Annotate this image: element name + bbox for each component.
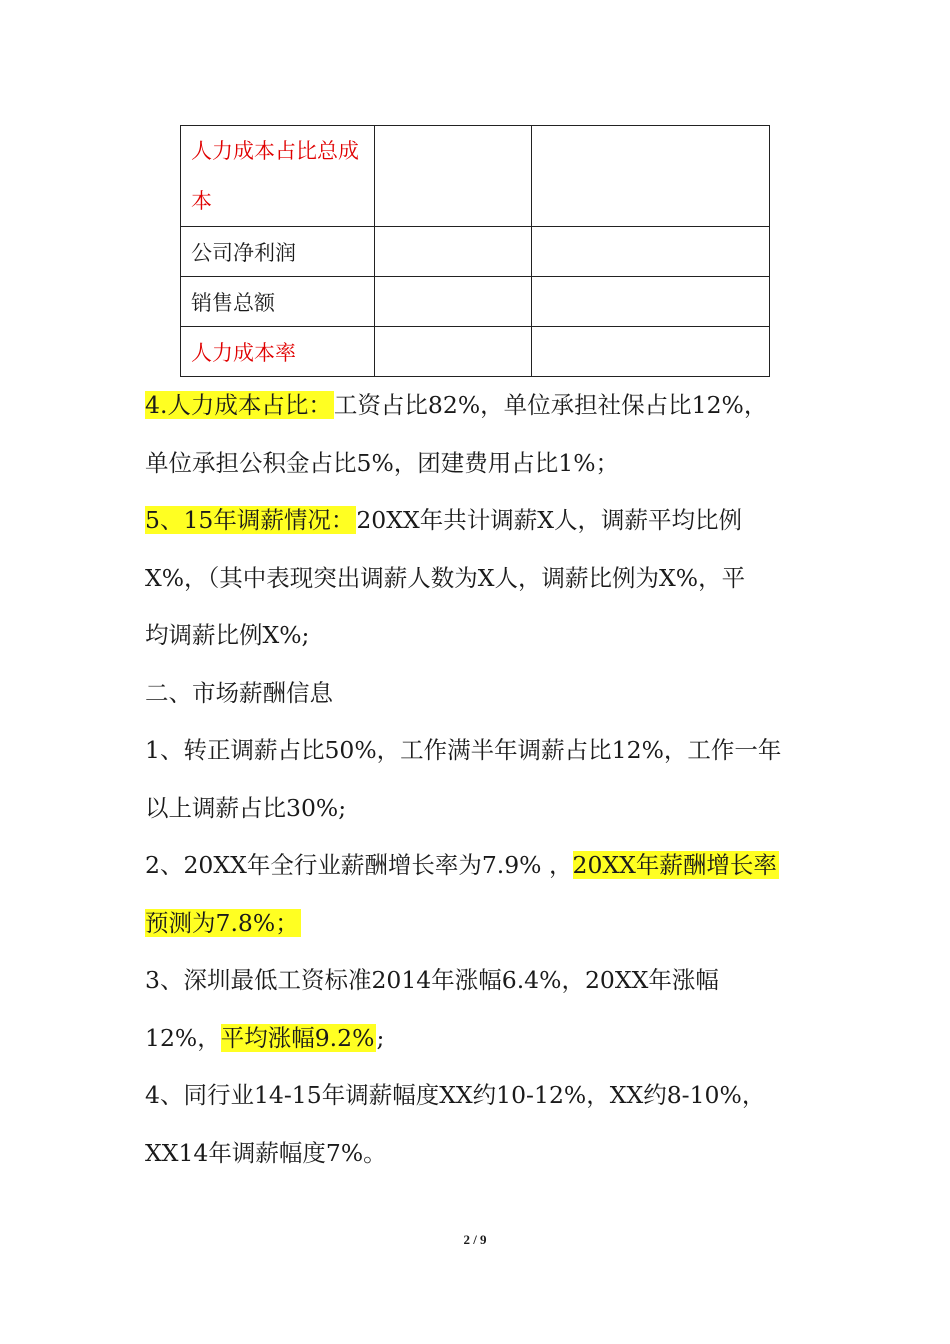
table-row bbox=[181, 327, 770, 377]
paragraph: 2、20XX年全行业薪酬增长率为7.9% ，20XX年薪酬增长率 bbox=[145, 851, 777, 879]
paragraph: 均调薪比例X%; bbox=[145, 621, 310, 649]
row-label-hr-cost-rate: 人力成本率 bbox=[181, 327, 375, 377]
row-label-net-profit: 公司净利润 bbox=[181, 227, 375, 277]
table-row bbox=[181, 277, 770, 327]
section-title: 二、市场薪酬信息 bbox=[145, 678, 333, 707]
paragraph: 3、深圳最低工资标准2014年涨幅6.4%，20XX年涨幅 bbox=[145, 966, 719, 994]
paragraph: 4.人力成本占比：工资占比82%，单位承担社保占比12%， bbox=[145, 391, 768, 419]
paragraph: 以上调薪占比30%; bbox=[145, 793, 347, 822]
table-cell bbox=[532, 126, 770, 227]
highlight: 4.人力成本占比： bbox=[145, 391, 332, 419]
highlight: 5、15年调薪情况： bbox=[145, 506, 355, 534]
paragraph: 单位承担公积金占比5%，团建费用占比1%； bbox=[145, 448, 620, 477]
paragraph: 12%，平均涨幅9.2%; bbox=[145, 1023, 385, 1052]
document-body bbox=[145, 377, 825, 1182]
table-cell bbox=[374, 327, 532, 377]
paragraph: XX14年调薪幅度7%。 bbox=[145, 1138, 387, 1167]
table-cell bbox=[532, 227, 770, 277]
table-cell bbox=[374, 277, 532, 327]
page-number: 2 / 9 bbox=[463, 1232, 487, 1247]
paragraph bbox=[145, 895, 825, 953]
table-cell bbox=[532, 327, 770, 377]
paragraph: 1、转正调薪占比50%，工作满半年调薪占比12%，工作一年 bbox=[145, 736, 782, 764]
highlight: 平均涨幅9.2% bbox=[220, 1023, 375, 1052]
table-cell bbox=[532, 277, 770, 327]
table-row bbox=[181, 126, 770, 227]
paragraph: 4、同行业14-15年调薪幅度XX约10-12%，XX约8-10%， bbox=[145, 1081, 766, 1109]
paragraph: 5、15年调薪情况：20XX年共计调薪X人，调薪平均比例 bbox=[145, 506, 742, 534]
highlight: 20XX年薪酬增长率 bbox=[572, 851, 777, 879]
row-label-total-sales: 销售总额 bbox=[181, 277, 375, 327]
row-label-hr-cost-ratio: 人力成本占比总成本 bbox=[181, 126, 375, 227]
table-cell bbox=[374, 227, 532, 277]
paragraph: X%，（其中表现突出调薪人数为X人，调薪比例为X%，平 bbox=[145, 563, 746, 592]
cost-table bbox=[180, 125, 770, 377]
table-cell bbox=[374, 126, 532, 227]
highlight: 预测为7.8%； bbox=[145, 908, 299, 937]
table-row bbox=[181, 227, 770, 277]
